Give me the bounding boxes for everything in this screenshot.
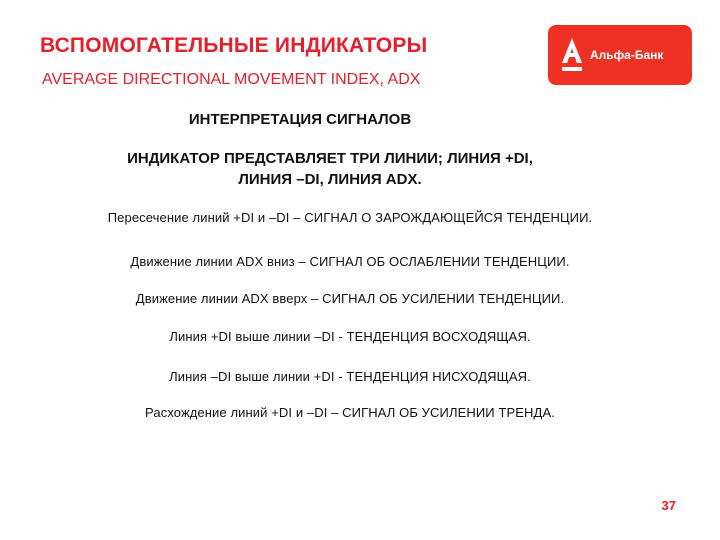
section-heading: ИНТЕРПРЕТАЦИЯ СИГНАЛОВ: [188, 111, 412, 128]
alfa-bank-logo: [548, 25, 692, 85]
intro-line: ЛИНИЯ –DI, ЛИНИЯ ADX.: [238, 171, 422, 188]
signal-item: Движение линии ADX вниз – СИГНАЛ ОБ ОСЛАБЛЕНИИ ТЕНДЕНЦИИ.: [130, 254, 570, 269]
intro-line: ИНДИКАТОР ПРЕДСТАВЛЯЕТ ТРИ ЛИНИИ; ЛИНИЯ +DI,: [127, 150, 533, 167]
signal-item: Пересечение линий +DI и –DI – СИГНАЛ О ЗАРОЖДАЮЩЕЙСЯ ТЕНДЕНЦИИ.: [107, 210, 593, 225]
signal-item: Линия +DI выше линии –DI - ТЕНДЕНЦИЯ ВОСХОДЯЩАЯ.: [169, 329, 531, 344]
alfa-bank-logo-icon: [560, 38, 584, 72]
intro-text: [40, 148, 620, 190]
logo-text: Альфа-Банк: [590, 48, 664, 62]
page-title: ВСПОМОГАТЕЛЬНЫЕ ИНДИКАТОРЫ: [40, 34, 428, 57]
signal-item: Расхождение линий +DI и –DI – СИГНАЛ ОБ УСИЛЕНИИ ТРЕНДА.: [145, 405, 555, 420]
signal-item: Движение линии ADX вверх – СИГНАЛ ОБ УСИЛЕНИИ ТЕНДЕНЦИИ.: [135, 291, 565, 306]
page-subtitle: AVERAGE DIRECTIONAL MOVEMENT INDEX, ADX: [42, 71, 421, 88]
signal-item: Линия –DI выше линии +DI - ТЕНДЕНЦИЯ НИСХОДЯЩАЯ.: [169, 369, 531, 384]
page-number: 37: [661, 498, 676, 513]
